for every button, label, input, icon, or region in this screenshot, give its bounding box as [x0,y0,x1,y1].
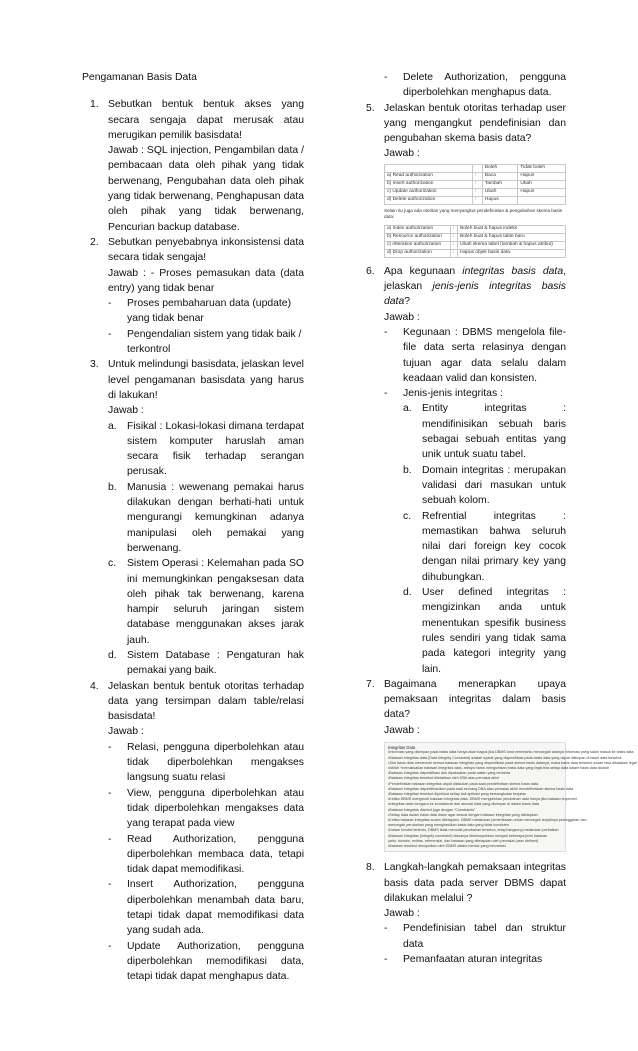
answer-alpha-item: d. Sistem Database : Pengaturan hak pemakai yang baik. [108,649,304,677]
authorization-table [384,164,566,205]
answer-alpha-item: d. User defined integritas : mengizinkan anda untuk menentukan spesifik business rules sendiri yang tidak sama pada kategori integrity yang lain. [403,587,566,675]
screenshot-line: •Batasan integritas data (Data Integrity Constraint) adalah syarat yang dispesifikasi pada basis data yang dapat disimpan di basis data tersebut [388,755,622,760]
question-text: Jelaskan bentuk otoritas terhadap user yang mengangkut pendefinisian dan pengubahan skema basis data? [384,102,566,145]
answer-dash-item: - Jenis-jenis integritas : a. Entity integritas : mendifinisikan sebuah baris sebagai sebuah entitas yang unik untuk suatu tabel. b. Domain integritas : merupakan validasi dari masukan untuk sebuah kolom. c. Refrential integritas : memastikan bahwa seluruh nilai dari foreign key cocok dengan nilai primary key yang dihubungkan. d. User defined integritas : mengizinkan anda untuk menentukan spesifik business rules sendiri yang tidak sama pada kategori integrity yang lain. [384,386,566,677]
answer-dash-item: - Pengendalian sistem yang tidak baik / terkontrol [108,328,302,356]
screenshot-line: •Batasan integritas dispesifikasikan pada saat seorang DBA atau pemakai akhir mendefinisikan skema basis data [388,786,574,791]
answer-text: Jawab : - Proses pemasukan data (data entry) yang tidak benar [108,267,304,294]
question-text: Apa kegunaan integritas basis data, jelaskan jenis-jenis integritas basis data? [384,265,566,308]
table-row: c) Alteration authorization : Ubah skema tabel (tambah & hapus atribut) [385,241,566,249]
answer-dash-item: - Insert Authorization, pengguna diperbolehkan menambah data baru, tetapi tidak dapat memodifikasi data yang sudah ada. [108,879,304,937]
answer-dash-item: - View, pengguna diperbolehkan atau tidak diperbolehkan mengakses data yang terapat pada view [108,787,304,830]
answer-text: Jawab : [384,148,420,160]
table-note: Selain itu juga ada otoritas yang menyangkut pendefinisian & pengubahan skema basis data: [384,207,563,219]
screenshot-line: yaitu: domain, entitas, referensial, dan batasan yang ditetapkan oleh pemakai (user defined) [388,838,539,843]
table-row: b) Resource authorization : Boleh buat & hapus table baru [385,233,566,241]
screenshot-line: •Informasi yang disimpan pada basis data hanya akan bagus jika DBMS turut membantu mencegah adanya informasi yang salah masuk ke basis data [388,750,634,755]
screenshot-line: •Pendefinisian batasan integritas dapat dilakukan pada saat pendefinisian skema basis data [388,781,539,786]
question-text: Untuk melindungi basisdata, jelaskan level level pengamanan basisdata yang harus di lakukan! [108,359,304,401]
answer-alpha-item: c. Sistem Operasi : Kelemahan pada SO ini memungkinkan pengaksesan data oleh pihak tak berwenang, karena hampir seluruh jaringan sistem database menggunakan akses jarak jauh. [108,558,304,646]
table-row: Boleh Tidak boleh [385,164,566,172]
screenshot-line: •Jika basis data memenuhi semua batasan integritas yang dispesifikasi pada skema basis datanya, maka basis data tersebut sudah bisa dikatakan legal [388,760,637,765]
screenshot-line: •Dalam kondisi tertentu, DBMS tidak menolak perubahan tersebut, tetapi langsung melakukan perbaikan [388,828,559,833]
screenshot-line: mencegah perubahan yang menghasilkan basis data yang tidak konsisten [388,823,509,828]
answer-alpha-item: c. Refrential integritas : memastikan bahwa seluruh nilai dari foreign key cocok dengan nilai primary key yang dihubungkan. [403,510,566,583]
question-number: 5. [366,102,375,114]
screenshot-line: •Batasan integritas tersebut diletakkan oleh DBA atau pemakai akhir [388,776,500,781]
answer-dash-item: - Relasi, pengguna diperbolehkan atau tidak diperbolehkan mengakses langsung suatu relasi [108,741,304,784]
table-row: d) Delete authorization : Hapus [385,196,566,204]
authorization-table-image [384,164,566,258]
question-number: 3. [90,359,99,371]
question-number: 2. [90,236,99,248]
document-title: Pengamanan Basis Data [82,72,197,83]
answer-dash-item: - Update Authorization, pengguna diperbolehkan memodifikasi data, tetapi tidak dapat menghapus data. [108,940,304,983]
question-number: 8. [366,862,375,874]
screenshot-line: •Ketika batasan integritas sudah ditetapkan, DBMS melakukan pemeriksaan untuk mencegah terjadinya pelanggaran dan [388,818,587,823]
screenshot-line: •Integritas data mengacu ke konsistensi dan akurasi data yang disimpan di dalam basis data [388,802,539,807]
answer-text: Jawab : [108,726,144,738]
question-number: 7. [366,678,375,690]
answer-alpha-item: a. Entity integritas : mendifinisikan sebuah baris sebagai sebuah entitas yang unik untuk suatu tabel. [403,403,566,461]
question-text: Jelaskan bentuk bentuk otoritas terhadap data yang tersimpan dalam table/relasi basisdata! [108,680,304,723]
screenshot-line: •Ketika DBMS mengecek batasan integritas data, DBMS mengizinkan perubahan data hanya jika batasan terpenuhi [388,797,578,802]
question-5 [358,101,566,258]
table-row: c) Update authorization : Ubah Hapus [385,188,566,196]
screenshot-line: •Setiap data dalam basis data diatur agar sesuai dengan batasan integritas yang ditetapkan [388,812,538,817]
answer-alpha-item: b. Manusia : wewenang pemakai harus dilakukan dengan berhati-hati untuk mengurangi kemungkinan adanya manipulasi oleh pemakai yang berwenang. [108,481,304,554]
table-row: a) Index authorization : Boleh buat & hapus indeks [385,225,566,233]
table-row: d) Drop authorization : Hapus objek basis data. [385,249,566,257]
answer-text: Jawab : [108,405,144,417]
answer-alpha-item: b. Domain integritas : merupakan validasi dari masukan untuk sebuah kolom. [403,464,566,507]
screenshot-line: •Batasan integritas disebut juga dengan "Constraints" [388,807,476,812]
answer-dash-item: - Pemanfaatan aturan integritas [384,954,543,966]
question-text: Langkah-langkah pemaksaan integritas basis data pada server DBMS dapat dilakukan melalui ? [384,862,566,904]
question-2 [82,235,304,357]
question-4-continued [358,70,566,101]
table-row: a) Read authorization : Baca Hapus [385,172,566,180]
answer-text: Jawab : SQL injection, Pengambilan data / pembacaan data oleh pihak yang tidak berwenang, Pengubahan data oleh pihak yang tidak berwenang, Penghapusan data oleh pihak yang tidak berwenang, Pencurian backup database. [108,145,304,233]
answer-text: Jawab : [384,724,420,736]
right-column [358,70,637,967]
answer-dash-item: - Read Authorization, pengguna diperbolehkan membaca data, tetapi tidak dapat memodifikasi. [108,833,304,876]
schema-authorization-table [384,225,566,258]
screenshot-line: •Batasan integritas dispesifikasi dan dipaksakan pada waktu yang berbeda [388,771,511,776]
question-6 [358,264,566,677]
answer-dash-item: - Pendefinisian tabel dan struktur data [384,923,566,950]
question-text: Sebutkan bentuk bentuk akses yang secara sengaja dapat merusak atau merugikan pemilik basisdata! [108,99,304,141]
answer-text: Jawab : [384,908,420,920]
left-column [82,70,304,985]
question-number: 6. [366,265,375,277]
question-number: 1. [90,99,99,111]
question-8 [358,860,566,967]
question-3 [82,357,304,678]
answer-alpha-item: a. Fisikal : Lokasi-lokasi dimana terdapat sistem komputer haruslah aman secara fisik terhadap serangan perusak. [108,420,304,478]
screenshot-line: •Batasan integritas (Integrity constraint) biasanya dikelompokkan menjadi beberapa jenis batasan [388,833,548,838]
table-row: b) Insert authorization : Tambah Ubah [385,180,566,188]
screenshot-line: •Istilah "memaksakan batasan integritas data, artinya harus mengizinkan basis data yang legal bila setiap data dalam basis data diubah [388,766,610,770]
integrity-screenshot-image [384,742,637,852]
question-4 [82,679,304,985]
answer-dash-item: - Delete Authorization, pengguna diperbolehkan menghapus data. [384,72,566,99]
question-text: Bagaimana menerapkan upaya pemaksaan integritas dalam basis data? [384,678,566,721]
question-1 [82,97,304,235]
screenshot-lines [388,750,637,849]
question-number: 4. [90,680,99,692]
answer-text: Jawab : [384,311,420,323]
answer-dash-item: - Proses pembaharuan data (update) yang tidak benar [108,298,292,325]
question-7 [358,677,637,852]
question-text: Sebutkan penyebabnya inkonsistensi data secara tidak sengaja! [108,236,304,264]
screenshot-line: •Batasan integritas tersebut diperiksa setiap kali aplikasi yang bersangkutan berjalan [388,792,527,797]
answer-dash-item: - Kegunaan : DBMS mengelola file-file data serta relasinya dengan tujuan agar data selalu dalam keadaan valid dan konsisten. [384,326,566,384]
screenshot-line: •Batasan tersebut diwujudkan oleh DBMS dalam bentuk yang bervariasi [388,844,506,849]
screenshot-title: Integritas Data [388,744,416,750]
